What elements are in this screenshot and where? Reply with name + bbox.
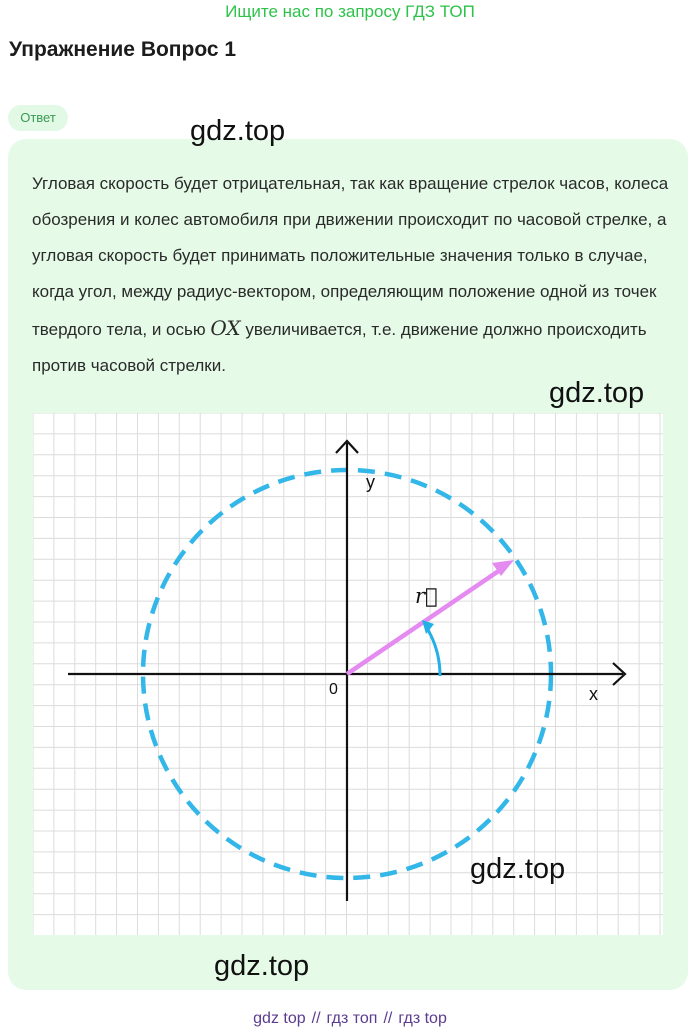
angle-arc	[425, 625, 440, 676]
answer-badge: Ответ	[8, 105, 68, 131]
watermark-2: gdz.top	[549, 377, 645, 409]
answer-text-main: Угловая скорость будет отрицательная, так как вращение стрелок часов, колеса обозрения и колес автомобиля при движении происходит по часовой стрелке, а угловая скорость будет принимать положительные значения только в случае, когда угол, между радиус-вектором, определяющим положение одной из точек твердого тела, и осью	[32, 174, 669, 339]
watermark-1: gdz.top	[190, 115, 286, 147]
footer-link-gdz-top-ru[interactable]: гдз топ	[326, 1010, 378, 1027]
math-ox: OX	[210, 316, 241, 340]
top-banner[interactable]: Ищите нас по запросу ГДЗ ТОП	[225, 2, 475, 21]
circle-figure	[33, 413, 663, 935]
answer-text	[32, 166, 672, 384]
figure-svg	[33, 413, 663, 935]
footer-separator: //	[383, 1010, 393, 1027]
page-title: Упражнение Вопрос 1	[9, 38, 237, 61]
y-axis-label: y	[366, 472, 375, 492]
watermark-3: gdz.top	[470, 853, 566, 885]
watermark-4: gdz.top	[214, 950, 310, 982]
footer-link-gdz-top-mixed[interactable]: гдз top	[398, 1010, 447, 1027]
answer-text-end: увеличивается, т.е. движение должно происходить против часовой стрелки.	[32, 320, 647, 375]
origin-label: 0	[329, 681, 338, 698]
x-axis-label: x	[589, 684, 598, 704]
footer-separator: //	[311, 1010, 321, 1027]
vector-label: r⃗	[415, 584, 438, 608]
footer-links	[0, 1010, 700, 1028]
footer-link-gdz-top[interactable]: gdz top	[253, 1010, 306, 1027]
